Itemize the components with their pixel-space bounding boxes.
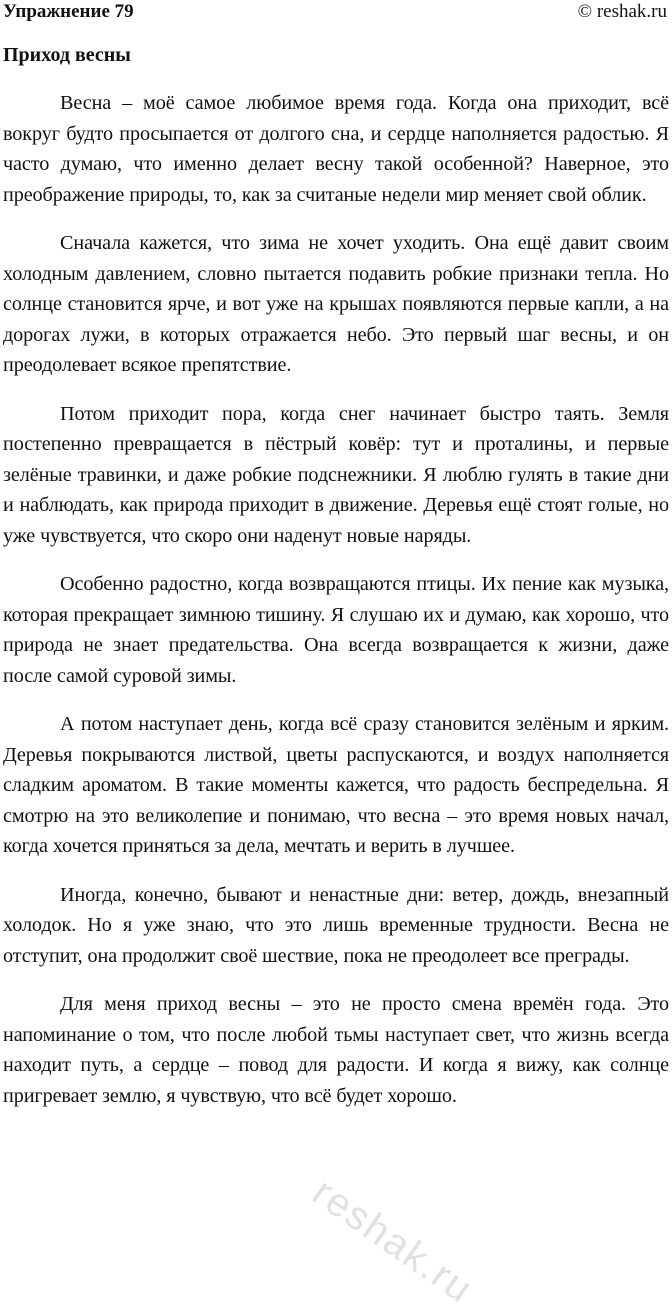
paragraph-4: Особенно радостно, когда возвращаются птицы. Их пение как музыка, которая прекращает зимнюю тишину. Я слушаю их и думаю, как хорошо, что природа не знает предательства. Она всегда возвращается к жизни, даже после самой суровой зимы. bbox=[3, 573, 669, 687]
paragraph-5: А потом наступает день, когда всё сразу становится зелёным и ярким. Деревья покрываются листвой, цветы распускаются, и воздух наполняется сладким ароматом. В такие моменты кажется, что радость беспредельна. Я смотрю на это великолепие и понимаю, что весна – это время новых начал, когда хочется приняться за дела, мечтать и верить в лучшее. bbox=[3, 713, 669, 857]
paragraph-1: Весна – моё самое любимое время года. Когда она приходит, всё вокруг будто просыпается от долгого сна, и сердце наполняется радостью. Я часто думаю, что именно делает весну такой особенной? Наверное, это преображение природы, то, как за считаные недели мир меняет свой облик. bbox=[3, 92, 669, 206]
exercise-label: Упражнение 79 bbox=[3, 1, 134, 22]
paragraph-7: Для меня приход весны – это не просто смена времён года. Это напоминание о том, что после любой тьмы наступает свет, что жизнь всегда находит путь, а сердце – повод для радости. И когда я вижу, как солнце пригревает землю, я чувствую, что всё будет хорошо. bbox=[3, 993, 669, 1107]
essay-body bbox=[3, 88, 669, 1129]
paragraph-3: Потом приходит пора, когда снег начинает быстро таять. Земля постепенно превращается в пёстрый ковёр: тут и проталины, и первые зелёные травинки, и даже робкие подснежники. Я люблю гулять в такие дни и наблюдать, как природа приходит в движение. Деревья ещё стоят голые, но уже чувствуется, что скоро они наденут новые наряды. bbox=[3, 402, 669, 547]
paragraph-2: Сначала кажется, что зима не хочет уходить. Она ещё давит своим холодным давлением, словно пытается подавить робкие признаки тепла. Но солнце становится ярче, и вот уже на крышах появляются первые капли, а на дорогах лужи, в которых отражается небо. Это первый шаг весны, и он преодолевает всякое препятствие. bbox=[3, 232, 669, 376]
site-credit: © reshak.ru bbox=[577, 1, 667, 22]
paragraph-6: Иногда, конечно, бывают и ненастные дни: ветер, дождь, внезапный холодок. Но я уже знаю, что это лишь временные трудности. Весна не отступит, она продолжит своё шествие, пока не преодолеет все преграды. bbox=[3, 883, 669, 967]
essay-title: Приход весны bbox=[3, 44, 131, 66]
page-header bbox=[3, 0, 667, 24]
watermark: reshak.ru bbox=[304, 1170, 482, 1313]
